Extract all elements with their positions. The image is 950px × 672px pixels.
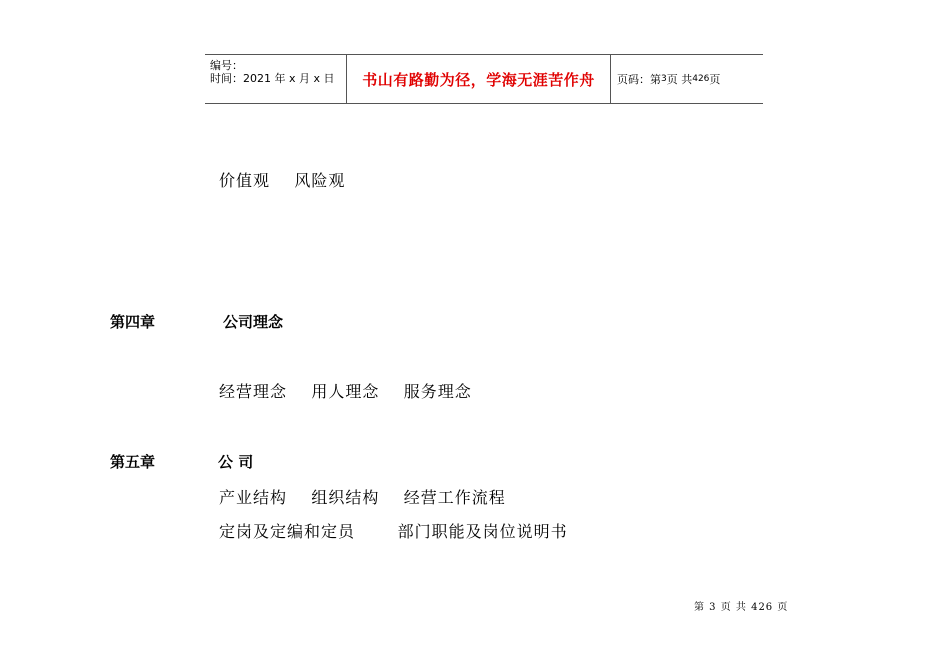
chapter4-title: 公司理念 (223, 313, 284, 331)
chapter4-label: 第四章 (110, 313, 156, 331)
header-page-cell (611, 55, 763, 103)
page-header (205, 54, 763, 104)
time-label: 时间：2021 年 x 月 x 日 (210, 72, 335, 85)
page-suffix: 页 (709, 73, 721, 86)
page-current: 3 (661, 74, 667, 84)
number-label: 编号： (210, 59, 243, 72)
chapter4-items: 经营理念 用人理念 服务理念 (219, 382, 472, 401)
chapter5-label: 第五章 (110, 453, 156, 471)
page-total: 426 (692, 74, 710, 84)
page-footer: 第 3 页 共 426 页 (694, 602, 789, 613)
header-info-cell (205, 55, 347, 103)
page-mid: 页 共 (666, 73, 693, 86)
motto-text: 书山有路勤为径，学海无涯苦作舟 (362, 70, 595, 89)
page-prefix: 页码：第 (617, 73, 661, 86)
chapter5-items-2: 定岗及定编和定员 部门职能及岗位说明书 (219, 522, 568, 541)
header-motto-cell (347, 55, 611, 103)
values-line: 价值观 风险观 (219, 171, 346, 190)
chapter5-title: 公 司 (218, 453, 254, 471)
chapter5-items-1: 产业结构 组织结构 经营工作流程 (219, 488, 506, 507)
